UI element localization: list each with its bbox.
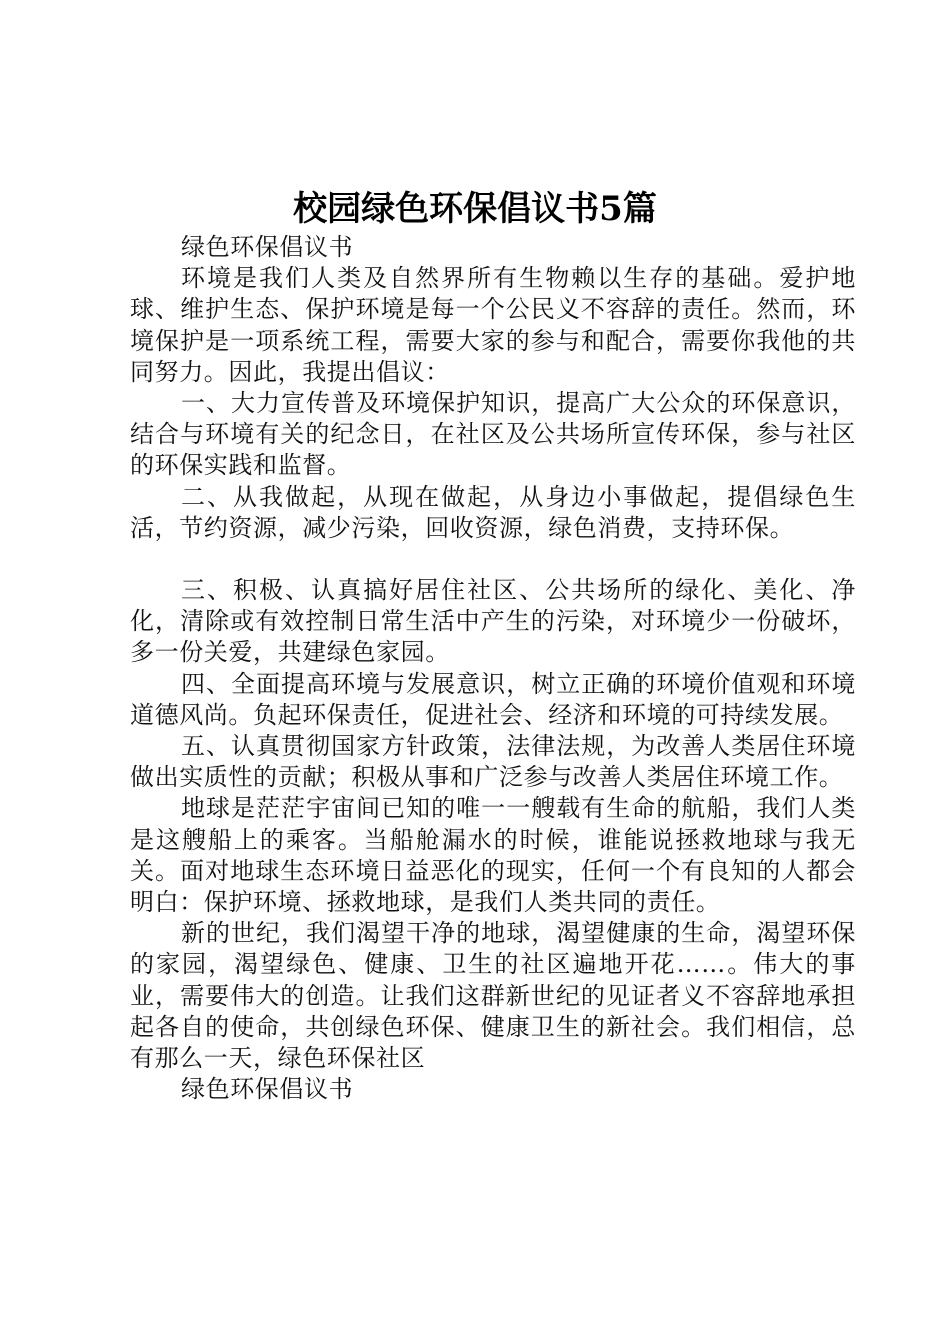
proposal-item-5: 五、认真贯彻国家方针政策，法律法规，为改善人类居住环境做出实质性的贡献；积极从事和广泛参与改善人类居住环境工作。 — [130, 732, 856, 792]
proposal-item-2: 二、从我做起，从现在做起，从身边小事做起，提倡绿色生活，节约资源，减少污染，回收资源，绿色消费，支持环保。 — [130, 482, 856, 542]
document-body — [130, 232, 856, 1105]
new-century-paragraph: 新的世纪，我们渴望干净的地球，渴望健康的生命，渴望环保的家园，渴望绿色、健康、卫生的社区遍地开花……。伟大的事业，需要伟大的创造。让我们这群新世纪的见证者义不容辞地承担起各自的使命，共创绿色环保、健康卫生的新社会。我们相信，总有那么一天，绿色环保社区 — [130, 919, 856, 1073]
section-heading: 绿色环保倡议书 — [181, 233, 354, 261]
document-title: 校园绿色环保倡议书5篇 — [293, 189, 657, 229]
proposal-item-3: 三、积极、认真搞好居住社区、公共场所的绿化、美化、净化，清除或有效控制日常生活中产生的污染，对环境少一份破坏，多一份关爱，共建绿色家园。 — [130, 576, 856, 667]
earth-paragraph: 地球是茫茫宇宙间已知的唯一一艘载有生命的航船，我们人类是这艘船上的乘客。当船舱漏水的时候，谁能说拯救地球与我无关。面对地球生态环境日益恶化的现实，任何一个有良知的人都会明白：保护环境、拯救地球，是我们人类共同的责任。 — [130, 794, 856, 917]
section-heading-repeat: 绿色环保倡议书 — [181, 1075, 354, 1104]
proposal-item-4: 四、全面提高环境与发展意识，树立正确的环境价值观和环境道德风尚。负起环保责任，促进社会、经济和环境的可持续发展。 — [130, 669, 856, 729]
intro-paragraph: 环境是我们人类及自然界所有生物赖以生存的基础。爱护地球、维护生态、保护环境是每一个公民义不容辞的责任。然而，环境保护是一项系统工程，需要大家的参与和配合，需要你我他的共同努力。因此，我提出倡议： — [130, 264, 856, 386]
proposal-item-1: 一、大力宣传普及环境保护知识，提高广大公众的环保意识，结合与环境有关的纪念日，在社区及公共场所宣传环保，参与社区的环保实践和监督。 — [130, 389, 856, 480]
